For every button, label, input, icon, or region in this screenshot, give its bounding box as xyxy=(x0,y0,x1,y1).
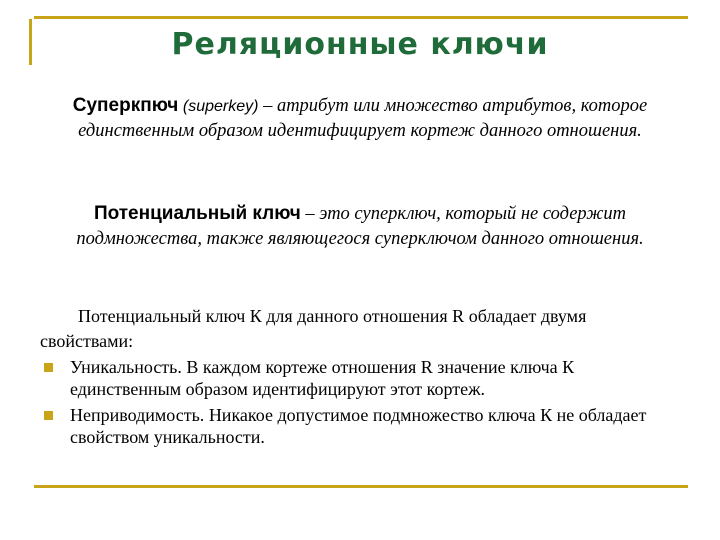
square-bullet-icon xyxy=(44,411,53,420)
superkey-definition-text: – атрибут или множество атрибутов, которое единственным образом идентифицирует кортеж данного отношения. xyxy=(78,96,648,141)
property-text: В каждом кортеже отношения R значение ключа К единственным образом идентифицируют этот кортеж. xyxy=(70,357,575,399)
top-rule xyxy=(34,16,688,19)
properties-intro-text: Потенциальный ключ К для данного отношения R обладает двумя свойствами: xyxy=(40,306,587,351)
property-name: Уникальность. xyxy=(70,357,182,377)
superkey-english-term: (superkey) xyxy=(182,98,259,115)
candidate-key-term: Потенциальный ключ xyxy=(93,203,301,224)
candidate-key-definition-text: – это суперключ, который не содержит подмножества, также являющегося суперключом данного отношения. xyxy=(76,204,644,249)
list-item xyxy=(44,404,684,448)
properties-list xyxy=(44,356,684,452)
slide-title: Реляционные ключи xyxy=(171,27,549,62)
bottom-rule xyxy=(34,485,688,488)
list-item xyxy=(44,356,684,400)
superkey-definition xyxy=(40,93,680,144)
candidate-key-definition xyxy=(40,201,680,252)
property-name: Неприводимость. xyxy=(70,405,205,425)
superkey-term: Суперкпюч xyxy=(72,95,179,116)
square-bullet-icon xyxy=(44,363,53,372)
properties-intro xyxy=(40,304,680,354)
property-text: Никакое допустимое подмножество ключа К не обладает свойством уникальности. xyxy=(70,405,647,447)
